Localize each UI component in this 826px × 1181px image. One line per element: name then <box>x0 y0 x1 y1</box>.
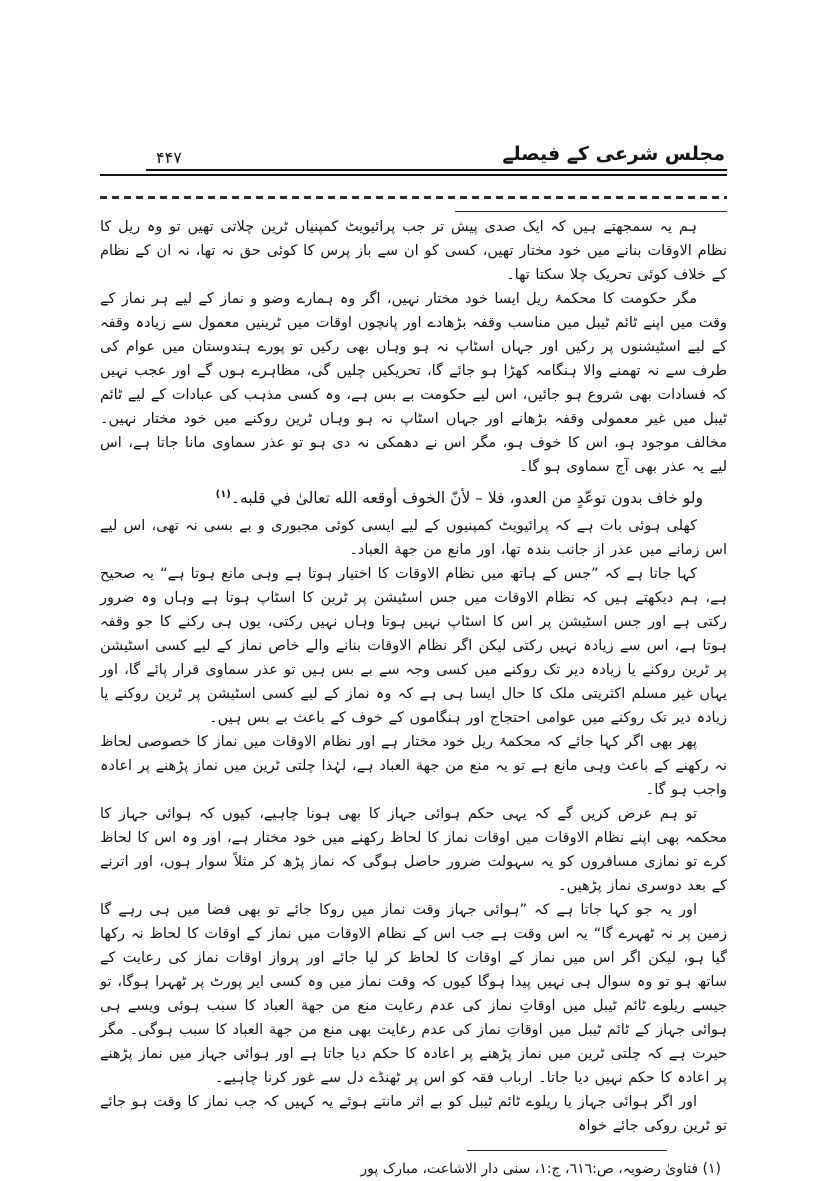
paragraph: اور اگر ہوائی جہاز یا ریلوے ٹائم ٹیبل کو بے اثر مانتے ہوئے یہ کہیں کہ جب نماز کا وقت ہو جائے تو ٹرین روکی جائے خواہ <box>100 1094 727 1135</box>
arabic-quotation <box>100 481 727 512</box>
page-title: مجلس شرعی کے فیصلے <box>500 143 727 171</box>
arabic-quote-text: ولو خاف بدون توعّدٍ من العدو، فلا – لأنّ الخوف أوقعه الله تعالیٰ في قلبه۔ <box>230 489 703 508</box>
header-rule <box>192 169 501 171</box>
paragraph: تو ہم عرض کریں گے کہ یہی حکم ہوائی جہاز کا بھی ہونا چاہیے، کیوں کہ ہوائی جہاز کا محکمہ بھی اپنے نظام الاوقات میں اوقات نماز کا لحاظ رکھنے میں خود مختار ہے، اور وہ اس کا لحاظ کرے تو نمازی مسافروں کو یہ سہولت ضرور حاصل ہوگی کہ نماز پڑھ کر مثلاً سوار ہوں، اور اترنے کے بعد دوسری نماز پڑھیں۔ <box>100 806 727 895</box>
paragraph: کھلی ہوئی بات ہے کہ پرائیویٹ کمپنیوں کے لیے ایسی کوئی مجبوری و بے بسی نہ تھی، اس لیے اس زمانے میں عذر از جانب بندہ تھا، اور مانع من جهة العباد۔ <box>100 518 727 559</box>
page-number: ۴۴۷ <box>146 148 192 171</box>
header-underline <box>100 174 727 176</box>
body-text <box>100 211 727 1181</box>
paragraph: اور یہ جو کہا جاتا ہے کہ ”ہوائی جہاز وقت نماز میں روکا جائے تو بھی فضا میں ہی رہے گا زمین پر نہ ٹھہرے گا“ یہ اس وقت ہے جب اس کے نظام الاوقات میں نماز کے اوقات کا لحاظ نہ رکھا گیا ہو، لیکن اگر اس میں نماز کے اوقات کا لحاظ کر لیا جائے اور پرواز اوقات نماز کی رعایت کے ساتھ ہو تو وہ سوال ہی نہیں پیدا ہوگا کیوں کہ وقت نماز میں وہ کسی ایر پورٹ پر ٹھہرا ہوگا، تو جیسے ریلوے ٹائم ٹیبل میں اوقاتِ نماز کی عدم رعایت منع من جهة العباد کا سبب ہوئی ویسے ہی ہوائی جہاز کے ٹائم ٹیبل میں اوقاتِ نماز کی عدم رعایت بھی منع من جهة العباد کا سبب ہوگی۔ مگر حیرت ہے کہ چلتی ٹرین میں نماز پڑھنے پر اعادہ کا حکم دیا جاتا ہے اور ہوائی جہاز میں نماز پڑھنے پر اعادہ کا حکم نہیں دیا جاتا۔ ارباب فقہ کو اس پر ٹھنڈے دل سے غور کرنا چاہیے۔ <box>100 902 727 1087</box>
paragraph: پھر بھی اگر کہا جائے کہ محکمۂ ریل خود مختار ہے اور نظام الاوقات میں نماز کا خصوصی لحاظ نہ رکھنے کے باعث وہی مانع ہے تو یہ منع من جهة العباد ہے، لہٰذا چلتی ٹرین میں نماز پڑھنے پر اعادہ واجب ہو گا۔ <box>100 734 727 799</box>
footnote: (١) فتاویٰ رضویہ، ص:٦١٦، ج:١، سنی دار الاشاعت، مبارک پور <box>360 1161 721 1178</box>
paragraph: کہا جاتا ہے کہ ”جس کے ہاتھ میں نظام الاوقات کا اختیار ہوتا ہے وہی مانع ہوتا ہے“ یہ صحیح ہے، ہم دیکھتے ہیں کہ نظام الاوقات میں جس اسٹیشن پر ٹرین کا اسٹاپ ہوتا ہے وہاں وہ ضرور رکتی ہے اور جس اسٹیشن پر اس کا اسٹاپ نہیں ہوتا وہاں نہیں رکتی، یوں ہی رکنے کا جو وقفہ ہوتا ہے، اس سے زیادہ نہیں رکتی لیکن اگر نظام الاوقات بنانے والے خاص نماز کے لیے کسی اسٹیشن پر ٹرین روکنے یا زیادہ دیر تک روکنے میں کسی وجہ سے بے بس ہیں تو عذر سماوی قرار پائے گا، اور یہاں غیر مسلم اکثریتی ملک کا حال ایسا ہی ہے کہ وہ نماز کے لیے کسی اسٹیشن پر ٹرین روکنے یا زیادہ دیر تک روکنے میں عوامی احتجاج اور ہنگاموں کے خوف کے باعث بے بس ہیں۔ <box>100 566 727 727</box>
footnote-ref: (١) <box>215 489 231 500</box>
paragraph: ہم یہ سمجھتے ہیں کہ ایک صدی پیش تر جب پرائیویٹ کمپنیاں ٹرین چلاتی تھیں تو وہ ریل کا نظام الاوقات بنانے میں خود مختار تھیں، کسی کو ان سے باز پرس کا کوئی حق نہ تھا، نہ ان کے نظام کے خلاف کوئی تحریک چلا سکتا تھا۔ <box>100 219 727 283</box>
footnote-separator <box>467 1150 667 1151</box>
running-head <box>100 143 727 171</box>
dashed-divider <box>100 196 727 199</box>
section-end-rule <box>455 211 727 212</box>
paragraph: مگر حکومت کا محکمۂ ریل ایسا خود مختار نہیں، اگر وہ ہمارے وضو و نماز کے لیے ہر نماز کے وقت میں اپنے ٹائم ٹیبل میں مناسب وقفہ بڑھادے اور پانچوں اوقات میں ٹرینیں معمول سے زیادہ وقفہ کے لیے اسٹیشنوں پر رکیں اور جہاں اسٹاپ نہ ہو وہاں بھی رکیں تو پورے ہندوستان میں عوام کی طرف سے نہ تھمنے والا ہنگامہ کھڑا ہو جائے گا، تحریکیں چلیں گی، مظاہرے ہوں گے اور عجب نہیں کہ فسادات بھی شروع ہو جائیں، اس لیے حکومت بے بس ہے، وہ کسی مذہب کی عبادات کے لیے ٹائم ٹیبل میں غیر معمولی وقفہ بڑھانے اور جہاں اسٹاپ نہ ہو وہاں ٹرین روکنے میں خود مختار نہیں۔ مخالف موجود ہو، اس کا خوف ہو، مگر اس نے دھمکی نہ دی ہو تو عذر سماوی مانا جاتا ہے، اس لیے یہ عذر بھی آج سماوی ہو گا۔ <box>100 291 727 475</box>
